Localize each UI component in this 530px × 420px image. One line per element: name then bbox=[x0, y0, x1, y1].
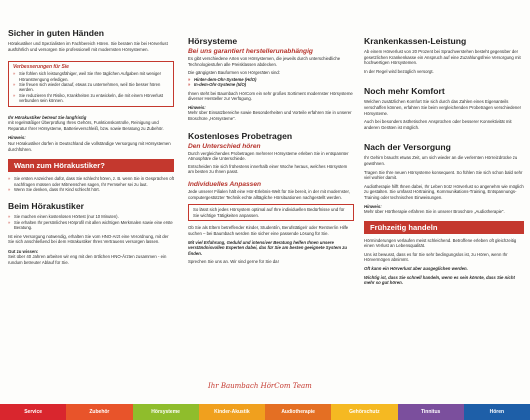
hear-difference-subtitle: Den Unterschied hören bbox=[188, 142, 261, 150]
footer-category-3: Kinder-Akustik bbox=[199, 404, 265, 420]
act-early-band: Frühzeitig handeln bbox=[364, 221, 524, 234]
section-title-aftercare: Nach der Versorgung bbox=[364, 142, 451, 153]
improvement-item: » Sie freuen sich wieder darauf, etwas zu unternehmen, weil Sie besser hören werden. bbox=[19, 82, 169, 93]
audiotherapy-note: Mehr über Hörtherapie erfahren Sie in unserer Broschüre „Audiotherapie“. bbox=[364, 209, 505, 215]
when-band: Wann zum Hörakustiker? bbox=[8, 159, 174, 172]
section-title-at-acoustician: Beim Hörakustiker bbox=[8, 201, 84, 212]
footer-category-0: Service bbox=[0, 404, 66, 420]
comfort-text-2: Auch bei besonders ästhetischen Ansprüchen oder besserer Konnektivität mit anderen Geräten ist möglich. bbox=[364, 119, 512, 130]
column-left bbox=[8, 0, 174, 266]
fitting-box bbox=[188, 204, 354, 221]
column-middle bbox=[188, 0, 354, 265]
hearing-systems-text: Es gibt verschiedene Arten von Hörsystemen, die jeweils durch unterschiedliche Technologiestufen alle Preisklassen abdecken. bbox=[188, 56, 341, 67]
category-footer-bar bbox=[0, 404, 530, 420]
assortment-text: Ihnen steht bei Baumbach HörCom ein sehr großes Sortiment modernster Hörsysteme diverser Hersteller zur Verfügung. bbox=[188, 90, 353, 102]
form-item-ido: » In-dem-Ohr-Systeme (IdO) bbox=[194, 82, 354, 87]
improvement-item: » Sie fühlen sich leistungsfähiger, weil Sie Ihre täglichen Aufgaben mit weniger Höranstrengung erledigen. bbox=[19, 71, 169, 82]
section-title-safe-hands: Sicher in guten Händen bbox=[8, 28, 104, 38]
fitting-text: Jede unserer Filialen hält eine Hör-Erlebnis-Welt für Sie bereit, in der mit modernster, computergestützter Technik echte alltägliche Hörsituationen nachgestellt werden. bbox=[188, 188, 350, 200]
aftercare-text: Ihr Gehirn braucht etwas Zeit, um sich wieder an die verlernten Hörreizdrücke zu gewöhnen. bbox=[364, 155, 518, 166]
act-early-text: Hörminderungen verlaufen meist schleichend. Betroffene erleben oft gleichzeitig einen Verlust an Lebensqualität. bbox=[364, 237, 517, 249]
column-right bbox=[364, 0, 524, 286]
vendor-independent-subtitle: Bei uns garantiert herstellerunabhängig bbox=[188, 48, 313, 55]
trial-text-2: Entscheiden Sie sich frühestens innerhalb einer Woche heraus, welches Hörsystem am besten zu Ihnen passt. bbox=[188, 163, 348, 175]
when-item: » Wenn Sie denken, dass Ihr Kind schlecht hört. bbox=[14, 187, 174, 192]
improvements-title: Verbesserungen für Sie bbox=[13, 64, 69, 71]
team-signature: Ihr Baumbach HörCom Team bbox=[208, 382, 312, 390]
safe-hands-text: Hörakustiker und Spezialisten im Fachbereich Hören. Sie beraten Sie bei Hörverlust ausführlich und versorgen Sie professionell mit modernsten Hörsystemen. bbox=[8, 41, 168, 52]
footer-category-5: Gehörschutz bbox=[331, 404, 397, 420]
forms-intro: Die gängigsten Bauformen von Hörgeräten sind: bbox=[188, 70, 280, 76]
aftercare-text-2: Tragen Sie Ihre neuen Hörsysteme konsequent. So fühlen Sie sich schon bald sehr viel wohler damit. bbox=[364, 169, 523, 181]
note-heading: Hinweis: bbox=[8, 135, 26, 141]
improvements-box bbox=[8, 61, 174, 106]
experience-text: Mit viel Erfahrung, Geduld und intensiver Beratung helfen Ihnen unsere verständnisvollen Experten dabei, das für Sie am besten geeignete System zu finden. bbox=[188, 239, 348, 256]
act-early-text-2: Uns ist bewusst, dass es für Sie sehr bedingungslos ist, zu Hören, wenn Ihr Hörvermögen abnimmt. bbox=[364, 251, 508, 263]
section-title-comfort: Noch mehr Komfort bbox=[364, 86, 445, 97]
footer-category-7: Hören bbox=[464, 404, 530, 420]
longterm-heading: Ihr Hörakustiker betreut Sie langfristig bbox=[8, 114, 87, 120]
fitting-box-text: So lässt sich jedes Hörsystem optimal auf Ihre individuellen Bedürfnisse und für Sie wichtige Tätigkeiten anpassen. bbox=[193, 207, 345, 218]
brochure-note: Mehr über Einsatzbereiche sowie Besonderheiten und Vorteile erfahren Sie in unserer Broschüre „Hörsysteme“. bbox=[188, 110, 352, 121]
act-fast-text: Wichtig ist, dass Sie schnell handeln, wenn es sein könnte, dass Sie nicht mehr so gut hören. bbox=[364, 274, 515, 286]
footer-category-2: Hörsysteme bbox=[133, 404, 199, 420]
acoustician-item: » Sie erhalten Ihr persönliches Hörprofil mit allen wichtigen Merkmalen sowie eine erste Beratung. bbox=[14, 220, 174, 231]
prescription-text: Ist eine Versorgung notwendig, erhalten Sie vom HNO-Arzt eine Verordnung, mit der Sie sich anschließend bei dem Hörakustiker Ihres Vertrauens versorgen lassen. bbox=[8, 233, 169, 245]
contact-text: Sprechen Sie uns an. Wir sind gerne für Sie da! bbox=[188, 259, 279, 265]
insurance-text: Ab einem Hörverlust von 20 Prozent bei Sprachverstehen besteht gegenüber der gesetzlichen Krankenkasse ein Anspruch auf eine Zuzahlungsfreie Versorgung mit hochwertigen Hörsystemen. bbox=[364, 49, 521, 66]
footer-category-6: Tinnitus bbox=[398, 404, 464, 420]
insurance-text-2: In der Regel wird bezüglich versorgt. bbox=[364, 68, 434, 74]
footer-category-1: Zubehör bbox=[66, 404, 132, 420]
target-groups-text: Ob Sie als Eltern betreffender Kinder, Student/in, Berufstätige/r oder Rentner/in Hilfe suchen – bei Baumbach werden Sie sicher eine passende Lösung für Sie. bbox=[188, 225, 349, 236]
good-to-know-heading: Gut zu wissen: bbox=[8, 248, 39, 254]
individual-fitting-subtitle: Individuelles Anpassen bbox=[188, 180, 262, 188]
footer-category-4: Audiotherapie bbox=[265, 404, 331, 420]
section-title-trial: Kostenloses Probetragen bbox=[188, 130, 293, 141]
form-item-hdo: » Hinter-dem-Ohr-Systeme (HdO) bbox=[194, 77, 354, 82]
trial-text: Durch vergleichendes Probetragen mehrerer Hörsysteme erleben Sie in entspannter Atmosphäre die Unterschiede. bbox=[188, 150, 349, 162]
note-heading-2: Hinweis: bbox=[188, 104, 206, 110]
section-title-hearing-systems: Hörsysteme bbox=[188, 36, 238, 46]
acoustician-item: » Sie machen einen kostenlosen Hörtest (nur 10 Minuten). bbox=[14, 214, 174, 219]
when-item: » Sie ersten Anzeichen dafür, dass Sie schlecht hören, z. B. wenn Sie in Gesprächen oft nachfragen müssen oder Mitmenschen sagen, Ihr Fernseher sei zu laut. bbox=[14, 176, 174, 187]
comfort-text: Welchen zusätzlichen Komfort Sie sich durch das Zahlen eines Eigenanteils verschaffen können, erfahren Sie beim vergleichenden Probetragen verschiedener Hörsysteme. bbox=[364, 99, 522, 116]
audiotherapy-text: Audiotherapie hilft Ihnen dabei, Ihr Leben trotz Hörverlust so angenehm wie möglich zu gestalten. Sie umfasst Hörtraining, Kommunikations-Training, Entspannungs-Training oder technischen Einweisungen. bbox=[364, 183, 524, 200]
longterm-text: mit regelmäßiger Überprüfung Ihres Gehörs, Funktionskontrolle, Reinigung und Reparatur Ihrer Hörsysteme, Batterieverschleiß, bzw. sowie Beratung zu Zubehör. bbox=[8, 120, 164, 131]
section-title-insurance: Krankenkassen-Leistung bbox=[364, 36, 467, 46]
compensation-text: Oft kann ein Hörverlust aber ausgeglichen werden. bbox=[364, 266, 468, 272]
good-to-know-text: Seit über 40 Jahren arbeiten wir eng mit den örtlichen HNO-Ärzten zusammen - ein rundum betreuter Ablauf für Sie. bbox=[8, 254, 167, 265]
note-text: Nur Hörakustiker dürfen in Deutschland die vollständige Versorgung mit Hörsystemen durchführen. bbox=[8, 141, 171, 152]
improvement-item: » Sie reduzieren Ihr Risiko, Krankheiten zu entwickeln, die mit einem Hörverlust verbunden sein können. bbox=[19, 93, 169, 104]
note-heading-3: Hinweis: bbox=[364, 203, 382, 209]
